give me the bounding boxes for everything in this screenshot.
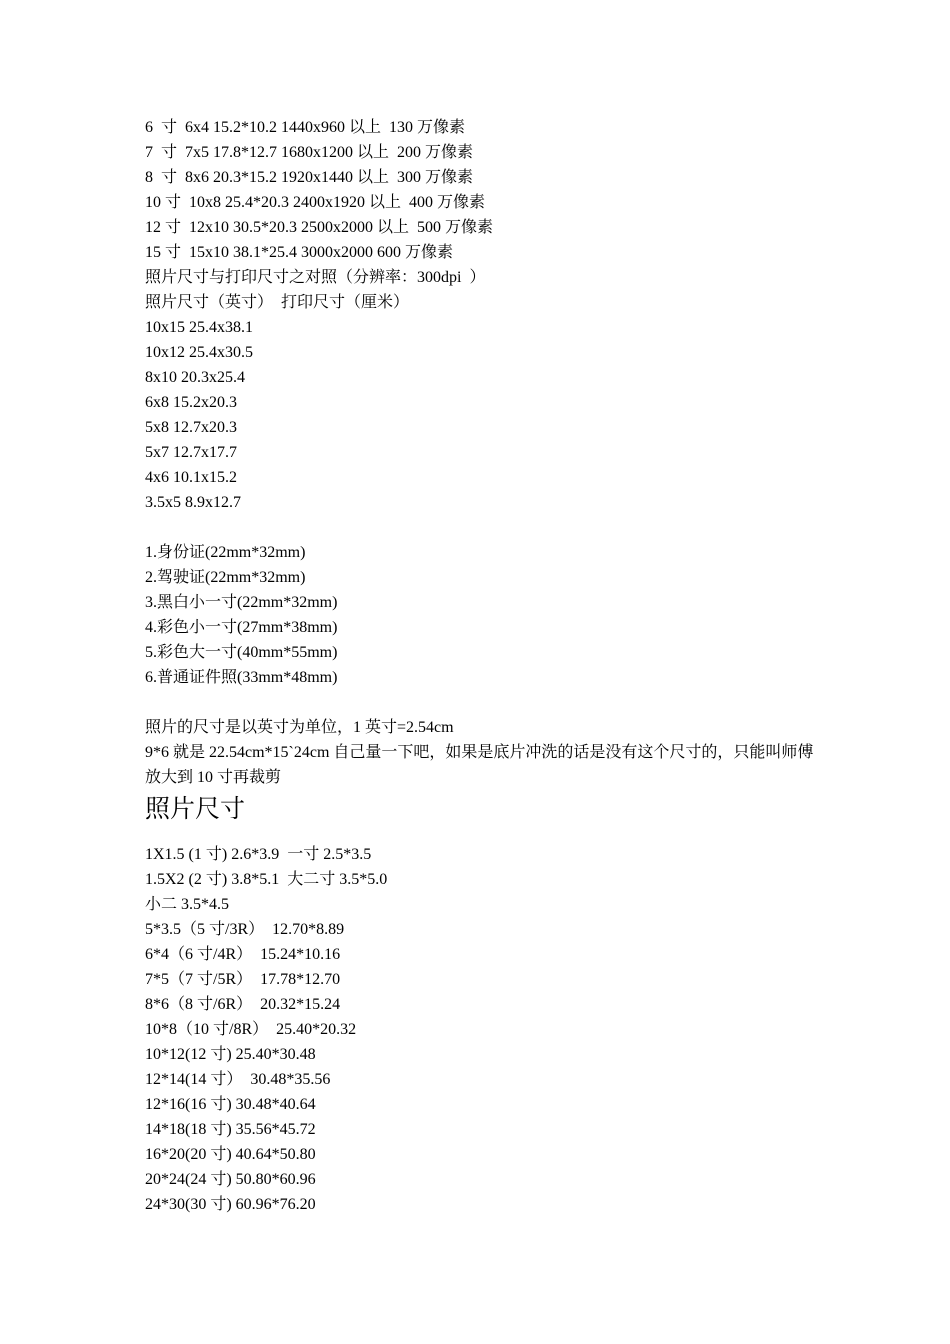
photo-size-item: 8*6（8 寸/6R） 20.32*15.24 xyxy=(145,996,341,1013)
id-photo-item: 1.身份证(22mm*32mm) xyxy=(145,544,306,561)
id-photo-list xyxy=(145,540,845,690)
compare-row: 6x8 15.2x20.3 xyxy=(145,394,237,411)
photo-size-list xyxy=(145,842,845,1217)
section-heading: 照片尺寸 xyxy=(145,796,246,823)
compare-table xyxy=(145,315,845,515)
id-photo-item: 5.彩色大一寸(40mm*55mm) xyxy=(145,644,338,661)
photo-size-item: 24*30(30 寸) 60.96*76.20 xyxy=(145,1196,316,1213)
compare-row: 10x12 25.4x30.5 xyxy=(145,344,253,361)
size-line: 15 寸 15x10 38.1*25.4 3000x2000 600 万像素 xyxy=(145,244,454,261)
size-line: 6 寸 6x4 15.2*10.2 1440x960 以上 130 万像素 xyxy=(145,119,466,136)
photo-size-item: 10*12(12 寸) 25.40*30.48 xyxy=(145,1046,316,1063)
id-photo-item: 4.彩色小一寸(27mm*38mm) xyxy=(145,619,338,636)
compare-row: 4x6 10.1x15.2 xyxy=(145,469,237,486)
compare-row: 5x7 12.7x17.7 xyxy=(145,444,237,461)
id-photo-item: 2.驾驶证(22mm*32mm) xyxy=(145,569,306,586)
compare-row: 8x10 20.3x25.4 xyxy=(145,369,245,386)
photo-size-item: 小二 3.5*4.5 xyxy=(145,896,230,913)
photo-size-item: 12*14(14 寸） 30.48*35.56 xyxy=(145,1071,331,1088)
photo-size-item: 12*16(16 寸) 30.48*40.64 xyxy=(145,1096,316,1113)
size-line: 10 寸 10x8 25.4*20.3 2400x1920 以上 400 万像素 xyxy=(145,194,486,211)
spacer xyxy=(145,690,845,715)
compare-row: 3.5x5 8.9x12.7 xyxy=(145,494,241,511)
size-line: 12 寸 12x10 30.5*20.3 2500x2000 以上 500 万像素 xyxy=(145,219,494,236)
size-line: 8 寸 8x6 20.3*15.2 1920x1440 以上 300 万像素 xyxy=(145,169,474,186)
note-paragraph: 9*6 就是 22.54cm*15`24cm 自己量一下吧，如果是底片冲洗的话是没有这个尺寸的，只能叫师傅放大到 10 寸再裁剪 xyxy=(145,744,814,786)
photo-size-item: 6*4（6 寸/4R） 15.24*10.16 xyxy=(145,946,341,963)
photo-size-item: 16*20(20 寸) 40.64*50.80 xyxy=(145,1146,316,1163)
photo-size-item: 10*8（10 寸/8R） 25.40*20.32 xyxy=(145,1021,357,1038)
note-line: 照片的尺寸是以英寸为单位，1 英寸=2.54cm xyxy=(145,719,454,736)
resolution-size-list xyxy=(145,115,845,265)
photo-size-item: 14*18(18 寸) 35.56*45.72 xyxy=(145,1121,316,1138)
size-line: 7 寸 7x5 17.8*12.7 1680x1200 以上 200 万像素 xyxy=(145,144,474,161)
id-photo-item: 6.普通证件照(33mm*48mm) xyxy=(145,669,338,686)
photo-size-item: 7*5（7 寸/5R） 17.78*12.70 xyxy=(145,971,341,988)
photo-size-item: 5*3.5（5 寸/3R） 12.70*8.89 xyxy=(145,921,345,938)
photo-size-item: 1X1.5 (1 寸) 2.6*3.9 一寸 2.5*3.5 xyxy=(145,846,372,863)
id-photo-item: 3.黑白小一寸(22mm*32mm) xyxy=(145,594,338,611)
spacer xyxy=(145,515,845,540)
photo-size-item: 20*24(24 寸) 50.80*60.96 xyxy=(145,1171,316,1188)
compare-row: 10x15 25.4x38.1 xyxy=(145,319,253,336)
photo-size-item: 1.5X2 (2 寸) 3.8*5.1 大二寸 3.5*5.0 xyxy=(145,871,388,888)
compare-header: 照片尺寸（英寸） 打印尺寸（厘米） xyxy=(145,294,410,311)
compare-row: 5x8 12.7x20.3 xyxy=(145,419,237,436)
compare-title: 照片尺寸与打印尺寸之对照（分辨率：300dpi ） xyxy=(145,269,486,286)
document-page xyxy=(145,115,845,1217)
